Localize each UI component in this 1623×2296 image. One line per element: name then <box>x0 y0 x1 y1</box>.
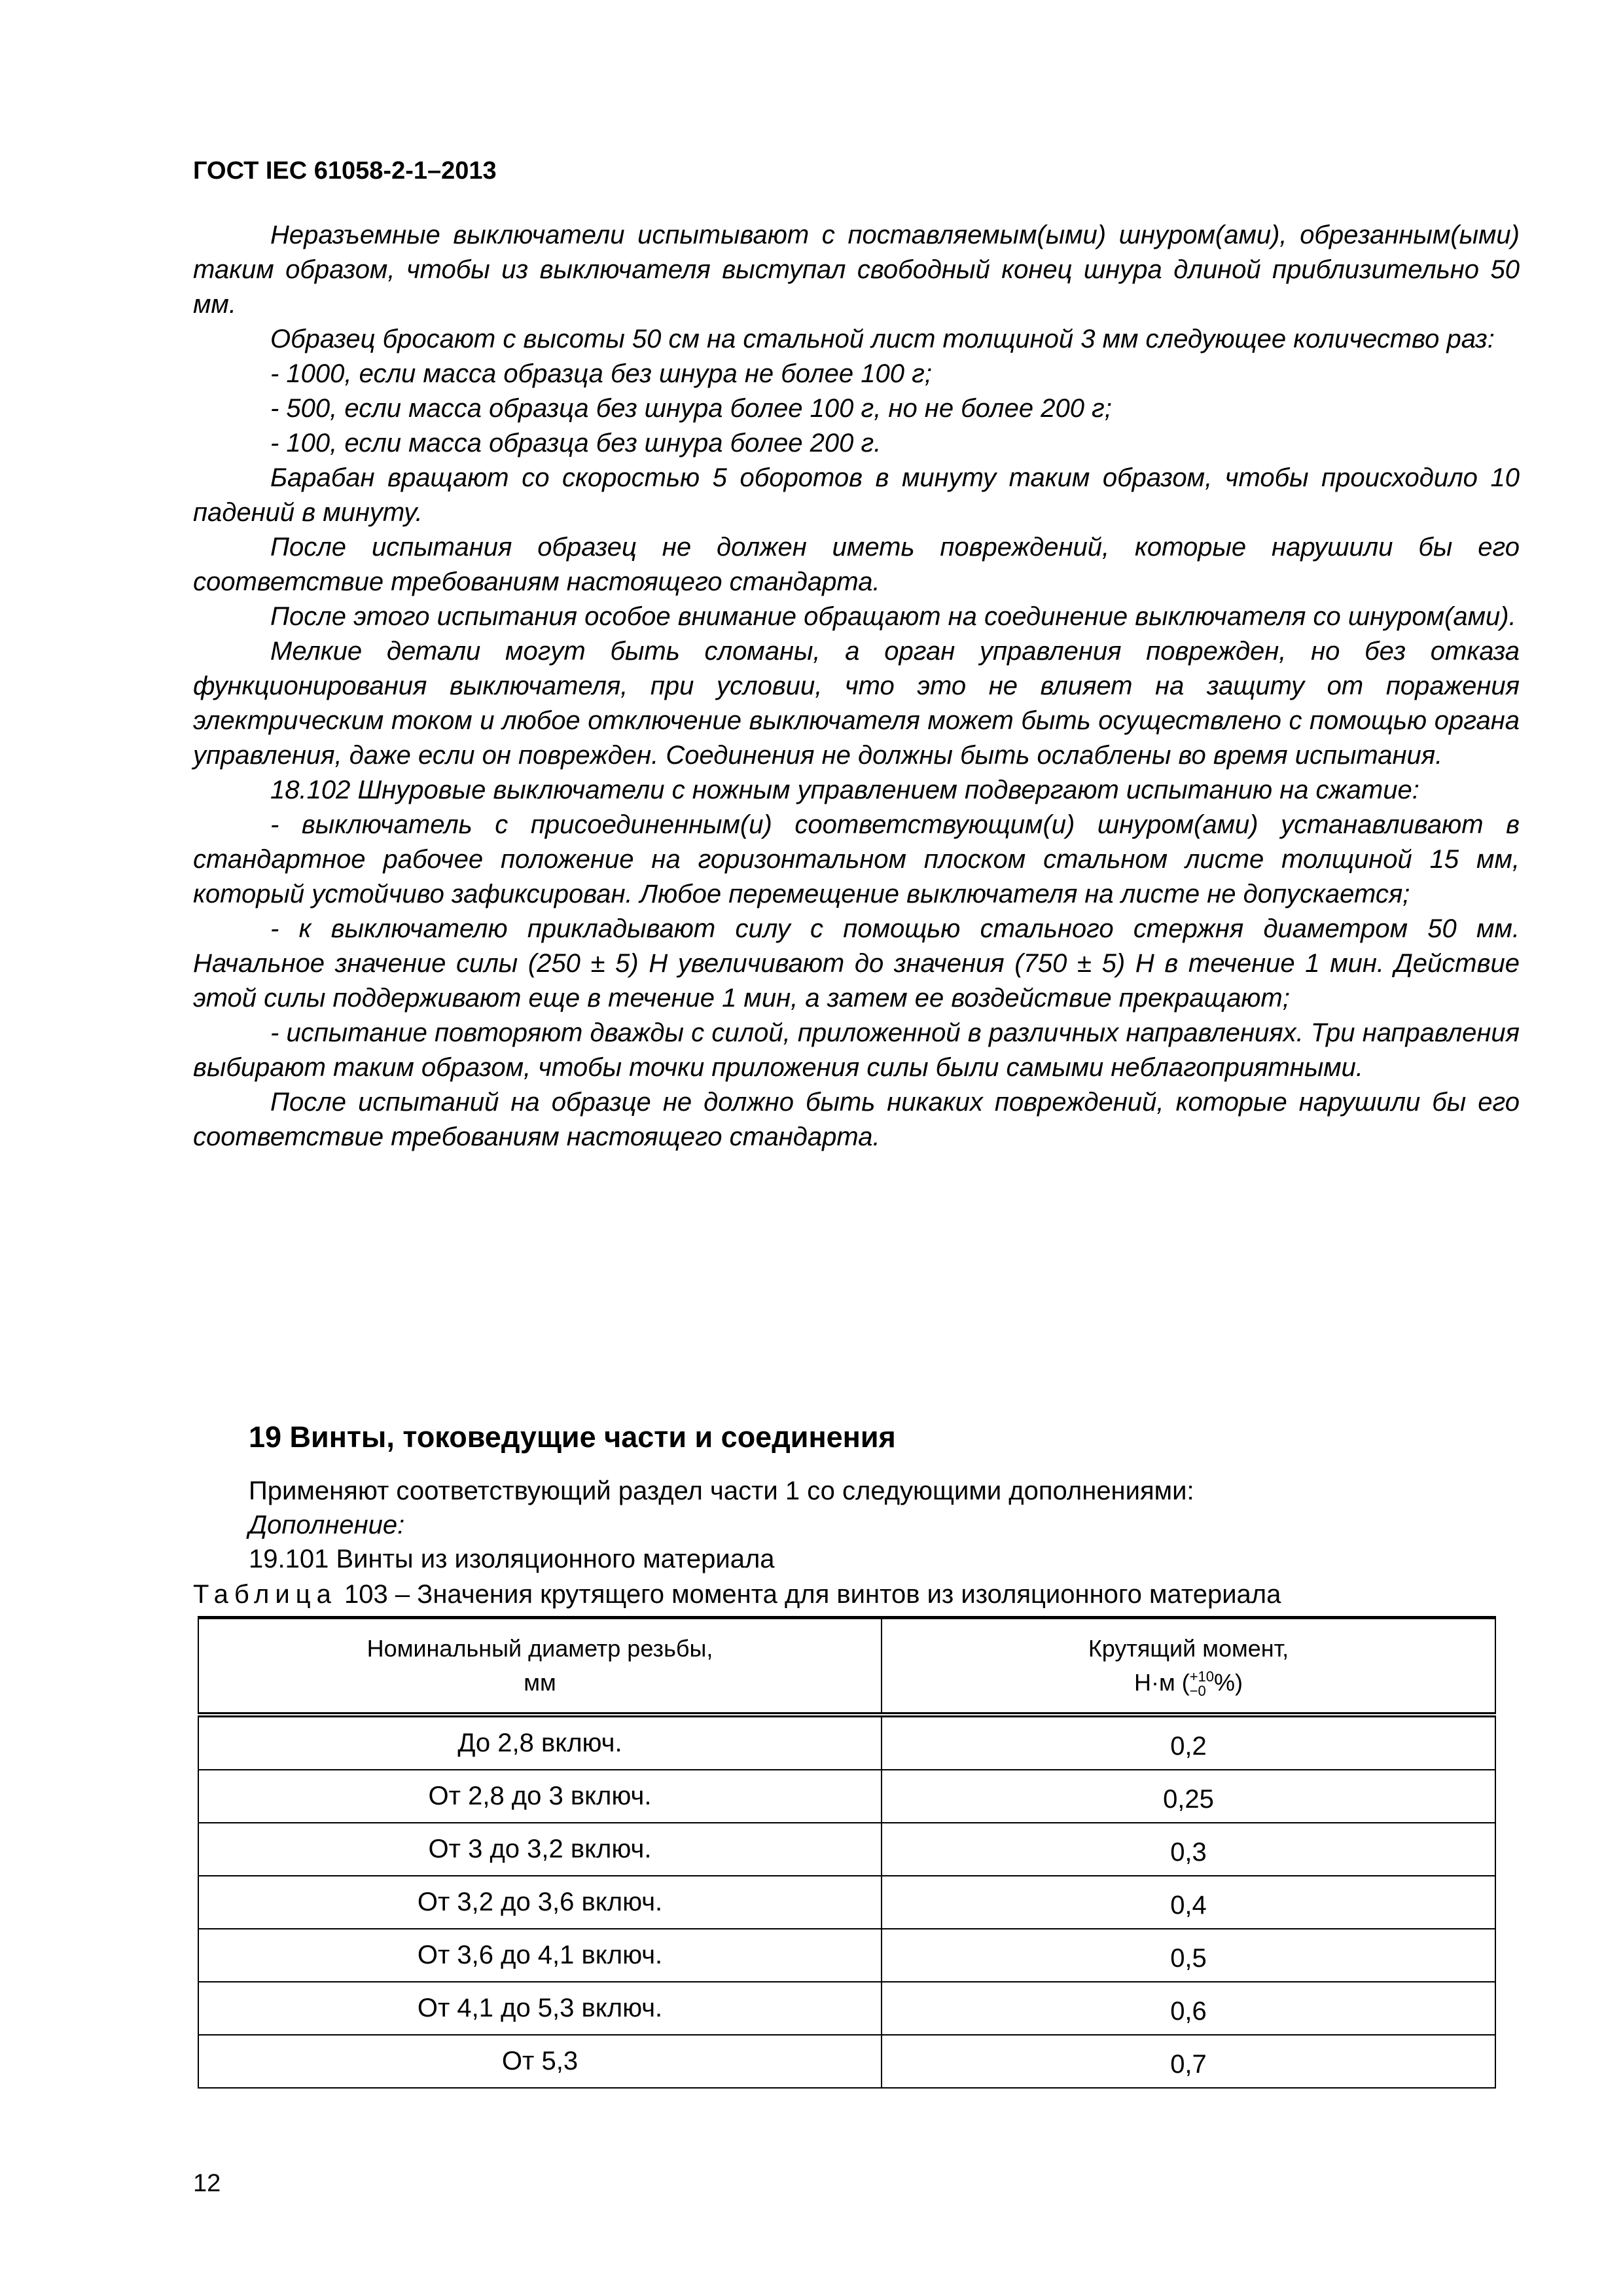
section-heading: 19 Винты, токоведущие части и соединения <box>249 1420 896 1454</box>
list-item: - 500, если масса образца без шнура более 100 г, но не более 200 г; <box>270 394 1112 423</box>
table-header-row <box>198 1618 1495 1715</box>
intro-line: Применяют соответствующий раздел части 1 со следующими дополнениями: <box>249 1477 1194 1505</box>
table-row <box>198 1715 1495 1770</box>
body-text <box>193 218 1520 1155</box>
caption-label: Таблица <box>193 1580 337 1609</box>
torque-cell: 0,4 <box>882 1876 1495 1929</box>
diameter-cell: От 3,6 до 4,1 включ. <box>198 1929 882 1982</box>
paragraph: Неразъемные выключатели испытывают с поставляемым(ыми) шнуром(ами), обрезанным(ыми) таким образом, чтобы из выключателя выступал свободный конец шнура длиной приблизительно 50 мм. <box>193 221 1520 319</box>
document-header: ГОСТ IEC 61058-2-1–2013 <box>193 157 497 185</box>
section-intro <box>249 1474 1194 1576</box>
diameter-cell: От 3 до 3,2 включ. <box>198 1823 882 1876</box>
table-row <box>198 1982 1495 2035</box>
torque-cell: 0,6 <box>882 1982 1495 2035</box>
paragraph: После испытания образец не должен иметь повреждений, которые нарушили бы его соответствие требованиям настоящего стандарта. <box>193 533 1520 596</box>
diameter-cell: От 2,8 до 3 включ. <box>198 1770 882 1823</box>
diameter-cell: От 3,2 до 3,6 включ. <box>198 1876 882 1929</box>
paragraph: - к выключателю прикладывают силу с помощью стального стержня диаметром 50 мм. Начальное значение силы (250 ± 5) Н увеличивают до значения (750 ± 5) Н в течение 1 мин. Действие этой силы поддерживают еще в течение 1 мин, а затем ее воздействие прекращают; <box>193 914 1520 1013</box>
caption-text: 103 – Значения крутящего момента для винтов из изоляционного материала <box>344 1580 1281 1609</box>
torque-cell: 0,5 <box>882 1929 1495 1982</box>
paragraph: Барабан вращают со скоростью 5 оборотов в минуту таким образом, чтобы происходило 10 падений в минуту. <box>193 463 1520 527</box>
torque-cell: 0,7 <box>882 2035 1495 2088</box>
diameter-cell: От 4,1 до 5,3 включ. <box>198 1982 882 2035</box>
torque-cell: 0,25 <box>882 1770 1495 1823</box>
table-row <box>198 1929 1495 1982</box>
table-row <box>198 1823 1495 1876</box>
paragraph: - испытание повторяют дважды с силой, приложенной в различных направлениях. Три направления выбирают таким образом, чтобы точки приложения силы были самыми неблагоприятными. <box>193 1018 1520 1082</box>
torque-cell: 0,2 <box>882 1715 1495 1770</box>
header-diameter: Номинальный диаметр резьбы, мм <box>198 1618 882 1715</box>
torque-table <box>198 1616 1496 2089</box>
torque-cell: 0,3 <box>882 1823 1495 1876</box>
subsection-title: 19.101 Винты из изоляционного материала <box>249 1545 775 1573</box>
paragraph: Мелкие детали могут быть сломаны, а орган управления поврежден, но без отказа функционирования выключателя, при условии, что это не влияет на защиту от поражения электрическим током и любое отключение выключателя может быть осуществлено с помощью органа управления, даже если он поврежден. Соединения не должны быть ослаблены во время испытания. <box>193 637 1520 770</box>
paragraph: После этого испытания особое внимание обращают на соединение выключателя со шнуром(ами). <box>270 602 1516 631</box>
paragraph: Образец бросают с высоты 50 см на стальной лист толщиной 3 мм следующее количество раз: <box>270 325 1495 353</box>
list-item: - 100, если масса образца без шнура более 200 г. <box>270 429 882 457</box>
addition-label: Дополнение: <box>249 1511 405 1539</box>
diameter-cell: До 2,8 включ. <box>198 1715 882 1770</box>
page-number: 12 <box>193 2170 221 2197</box>
paragraph: - выключатель с присоединенным(и) соответствующим(и) шнуром(ами) устанавливают в стандартное рабочее положение на горизонтальном плоском стальном листе толщиной 15 мм, который устойчиво зафиксирован. Любое перемещение выключателя на листе не допускается; <box>193 810 1520 908</box>
diameter-cell: От 5,3 <box>198 2035 882 2088</box>
table-row <box>198 1770 1495 1823</box>
list-item: - 1000, если масса образца без шнура не более 100 г; <box>270 359 932 388</box>
paragraph: 18.102 Шнуровые выключатели с ножным управлением подвергают испытанию на сжатие: <box>270 776 1419 804</box>
header-torque: Крутящий момент, Н·м (+10 −0 %) <box>882 1618 1495 1715</box>
table-row <box>198 2035 1495 2088</box>
paragraph: После испытаний на образце не должно быть никаких повреждений, которые нарушили бы его соответствие требованиям настоящего стандарта. <box>193 1088 1520 1151</box>
table-row <box>198 1876 1495 1929</box>
table-caption <box>193 1580 1281 1609</box>
